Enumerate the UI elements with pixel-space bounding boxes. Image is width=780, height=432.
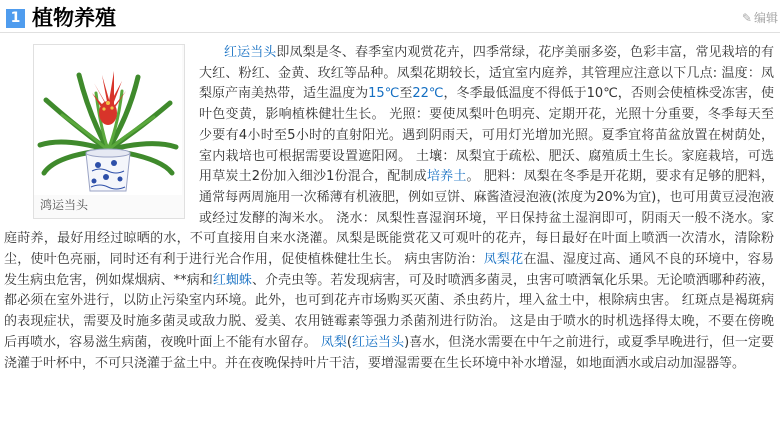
edit-link[interactable]	[742, 11, 778, 25]
figure-box[interactable]	[33, 44, 185, 219]
link-hongyundangtou[interactable]: 红运当头	[224, 45, 277, 60]
pencil-icon: ✎	[741, 11, 752, 25]
text-paren-open: (	[346, 334, 352, 350]
link-culture-soil[interactable]: 培养土	[426, 169, 467, 185]
bromeliad-photo[interactable]	[34, 45, 182, 195]
link-temp-high[interactable]: 22℃	[412, 86, 444, 102]
text-segment-6: 喜水，但浇水需要在中午之前进行，或夏季早晚进行，但一定要浇灌于叶杯中，不可只浇灌于盆土中。并在夜晚保持叶片干洁，要增湿需要在生长环境中补水增湿，如地面洒水或启动加湿器等。	[4, 334, 774, 371]
link-temp-low[interactable]: 15℃	[368, 86, 400, 102]
text-segment-4: 在温、湿度过高、通风不良的环境中，容易发生病虫危害，例如煤烟病、**病和	[4, 252, 774, 288]
text-segment-3: 。 肥料：凤梨在冬季是开花期，要求有足够的肥料，通常每两周施用一次稀薄有机液肥，例如豆饼、麻酱渣浸泡液(浓度为20%为宜)，也可用黄豆浸泡液或经过发酵的淘米水。 浇水：凤梨性喜湿润环境，平日保持盆土湿润即可，阴雨天一般不浇水。家庭莳养，最好用经过晾晒的水，不可直接用自来水浇灌。凤梨是既能赏花又可观叶的花卉，每日最好在叶面上喷洒一次清水，清除粉尘，使叶色亮丽，同时还有利于进行光合作用，促使植株健壮生长。 病虫害防治：	[4, 169, 774, 268]
section-header	[0, 2, 780, 33]
article-content	[0, 33, 780, 374]
text-segment-5: 、介壳虫等。若发现病害，可及时喷洒多菌灵，虫害可喷洒氧化乐果。无论喷洒哪种药液，都必须在室外进行，以防止污染室内环境。此外，也可到花卉市场购买灭菌、杀虫药片，埋入盆土中，根除病虫害。 红斑点是褐斑病的表现症状，需要及时施多菌灵或敌力脱、爱美、农用链霉素等强力杀菌剂进行防治。 这是由于喷水的时机选择得太晚，不要在傍晚后再喷水，容易滋生病菌，夜晚叶面上不能有水留存。	[4, 272, 774, 350]
edit-label: 编辑	[753, 11, 778, 25]
link-bromeliad-flower[interactable]: 凤梨花	[483, 252, 524, 268]
figure-caption: 鸿运当头	[40, 198, 89, 212]
section-number-badge: 1	[6, 9, 25, 28]
text-temp-sep: 至	[399, 86, 413, 102]
link-bromeliad[interactable]: 凤梨	[320, 334, 347, 350]
text-paren-close: )	[404, 334, 410, 350]
text-segment-1: 即凤梨是冬、春季室内观赏花卉，四季常绿，花序美丽多姿，色彩丰富，常见栽培的有大红、粉红、金黄、玫红等品种。凤梨花期较长，适宜室内庭养，其管理应注意以下几点: 温度：凤梨原产南美热带，适生温度为	[199, 45, 774, 102]
section-title: 植物养殖	[32, 6, 116, 30]
link-hongyundangtou-2[interactable]: 红运当头	[351, 334, 405, 350]
text-segment-2: ，冬季最低温度不得低于10℃，否则会使植株受冻害，使叶色变黄，影响植株健壮生长。 光照：要使凤梨叶色明亮、定期开花，光照十分重要，冬季每天至少要有4小时至5小时的直射阳光。遇到阴雨天，可用灯光增加光照。夏季宜将苗盆放置在树荫处，室内栽培也可根据需要设置遮阳网。 土壤：凤梨宜于疏松、肥沃、腐殖质土生长。家庭栽培，可选用草炭土2份加入细沙1份混合，配制成	[199, 86, 774, 185]
link-red-spider[interactable]: 红蜘蛛	[212, 272, 252, 288]
